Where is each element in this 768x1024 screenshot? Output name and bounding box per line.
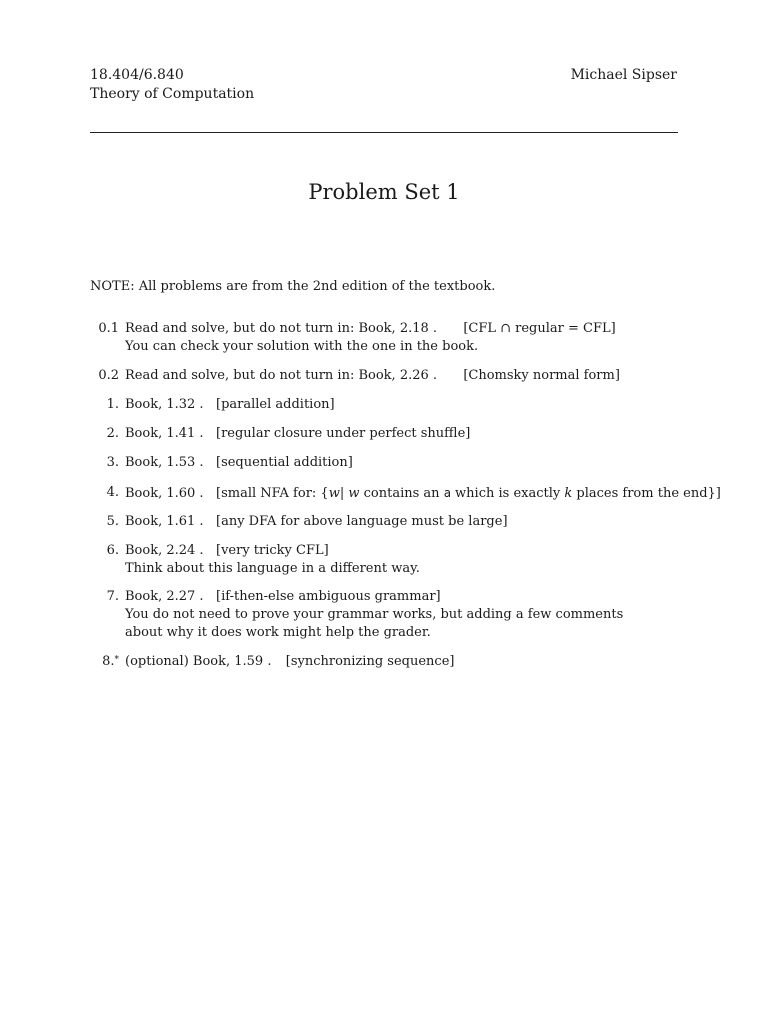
problem-lead: (optional) Book, 1.59 . [125,654,272,669]
problem-tag: [any DFA for above language must be large] [216,514,508,529]
problem-extra: You do not need to prove your grammar works, but adding a few comments [125,607,624,622]
math-variable-w: w [348,486,360,501]
problem-lead: Book, 2.24 . [125,543,204,558]
problem-number: 4. [106,485,119,500]
problem-body [125,653,690,671]
header-divider [90,132,678,133]
problem-number: 1. [106,397,119,412]
author-name: Michael Sipser [570,67,677,83]
problem-body [125,320,690,356]
problem-lead: Book, 1.53 . [125,455,204,470]
problem-body [125,542,690,578]
problem-body [125,396,690,414]
problem-extra: Think about this language in a different way. [125,561,420,576]
course-header [90,66,254,104]
problem-tag: [regular closure under perfect shuffle] [216,426,471,441]
problem-body [125,367,690,385]
tag-text: | [339,486,349,501]
tag-text: places from the end}] [572,486,721,501]
problem-number: 2. [106,426,119,441]
problem-lead: Book, 1.41 . [125,426,204,441]
problem-lead: Book, 2.27 . [125,589,204,604]
symbol-a: a [443,486,451,500]
tag-text: contains an [359,486,444,501]
problem-lead: Read and solve, but do not turn in: Book, 2.18 . [125,321,438,336]
problem-number: 0.2 [98,368,119,383]
author-header [571,66,677,85]
problem-number: 5. [106,514,119,529]
problem-body [125,425,690,443]
problem-tag: [Chomsky normal form] [463,368,620,383]
problem-number: 7. [106,589,119,604]
problem-tag: [CFL ∩ regular = CFL] [463,321,616,336]
problem-tag [216,486,721,501]
problem-number: 6. [106,543,119,558]
page-title: Problem Set 1 [308,180,460,204]
course-number: 18.404/6.840 [90,67,184,83]
problem-body [125,484,721,503]
problem-body [125,454,690,472]
problem-extra: You can check your solution with the one in the book. [125,339,479,354]
problem-number [90,653,119,671]
problem-body [125,588,690,642]
tag-text: [small NFA for: { [216,486,329,501]
note-text: NOTE: All problems are from the 2nd edition of the textbook. [90,279,496,294]
problem-tag: [very tricky CFL] [216,543,329,558]
problem-lead: Book, 1.61 . [125,514,204,529]
problem-lead: Book, 1.32 . [125,397,204,412]
problem-number: 3. [106,455,119,470]
problem-tag: [parallel addition] [216,397,335,412]
math-variable-w: w [328,486,340,501]
problem-extra: about why it does work might help the grader. [125,625,431,640]
problem-tag: [sequential addition] [216,455,353,470]
problem-lead: Book, 1.60 . [125,486,204,501]
course-name: Theory of Computation [90,86,255,102]
tag-text: which is exactly [450,486,565,501]
problem-number: 0.1 [98,321,119,336]
problem-number-text: 8. [102,654,115,669]
optional-star: * [114,655,119,665]
problem-tag: [if-then-else ambiguous grammar] [216,589,441,604]
problem-body [125,513,690,531]
problem-tag: [synchronizing sequence] [285,654,455,669]
math-variable-k: k [564,486,573,501]
problem-lead: Read and solve, but do not turn in: Book, 2.26 . [125,368,438,383]
